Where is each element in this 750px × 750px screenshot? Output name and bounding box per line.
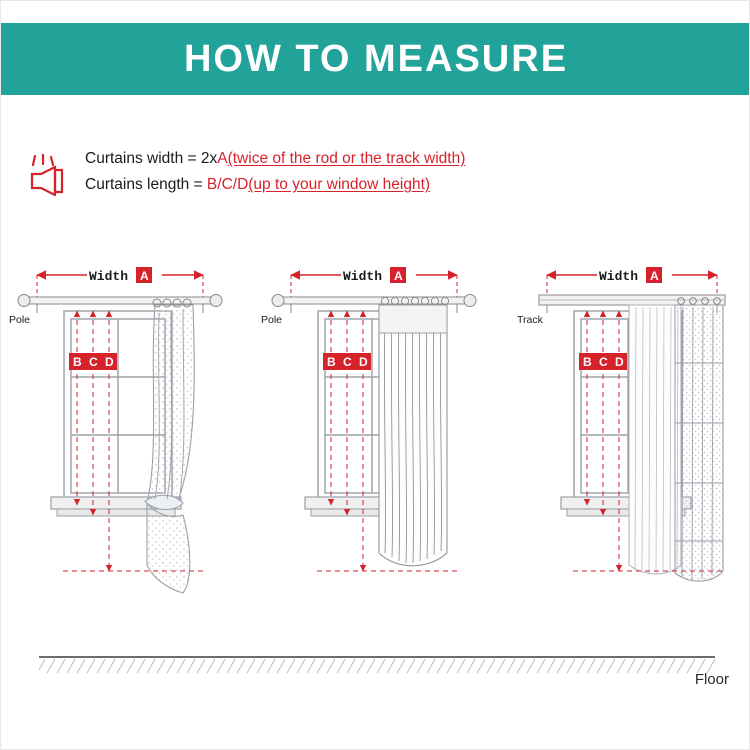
megaphone-icon xyxy=(29,154,75,196)
mount-label: Track xyxy=(517,314,543,326)
length-letter-b: B xyxy=(583,355,592,369)
legend-line2-prefix: Curtains length = xyxy=(85,176,207,193)
floor-band xyxy=(1,631,750,701)
legend-text-block xyxy=(85,146,715,198)
width-label: Width xyxy=(89,269,129,284)
legend-line2-letters: B/C/D xyxy=(206,176,249,193)
legend-line-width xyxy=(85,146,715,172)
diagram-pole-pleated xyxy=(261,253,491,598)
sheer-curtain-layer xyxy=(629,305,681,574)
length-letter-d: D xyxy=(359,355,368,369)
page-title: HOW TO MEASURE xyxy=(183,38,569,80)
length-letter-c: C xyxy=(343,355,352,369)
width-label: Width xyxy=(343,269,383,284)
length-letter-c: C xyxy=(599,355,608,369)
diagram-pole-tieback xyxy=(7,253,237,598)
length-letter-badges xyxy=(579,353,627,370)
length-letter-d: D xyxy=(105,355,114,369)
width-letter-badge: A xyxy=(394,269,403,283)
length-letter-b: B xyxy=(73,355,82,369)
length-letter-badges xyxy=(323,353,371,370)
length-letter-b: B xyxy=(327,355,336,369)
mount-label: Pole xyxy=(9,314,31,326)
length-letter-badges xyxy=(69,353,117,370)
diagram-track-double xyxy=(517,253,747,598)
legend-line1-prefix: Curtains width = 2x xyxy=(85,150,218,167)
curtain-panel xyxy=(379,297,449,565)
legend-line1-suffix: (twice of the rod or the track width) xyxy=(227,150,466,167)
width-letter-badge: A xyxy=(140,269,149,283)
length-letter-d: D xyxy=(615,355,624,369)
legend-line1-letter: A xyxy=(217,150,228,167)
legend-line2-suffix: (up to your window height) xyxy=(248,176,431,193)
width-label: Width xyxy=(599,269,639,284)
legend-line-length xyxy=(85,172,715,198)
floor-label: Floor xyxy=(694,671,729,688)
patterned-curtain-panel xyxy=(675,298,723,581)
mount-label: Pole xyxy=(261,314,283,326)
length-letter-c: C xyxy=(89,355,98,369)
width-letter-badge: A xyxy=(650,269,659,283)
